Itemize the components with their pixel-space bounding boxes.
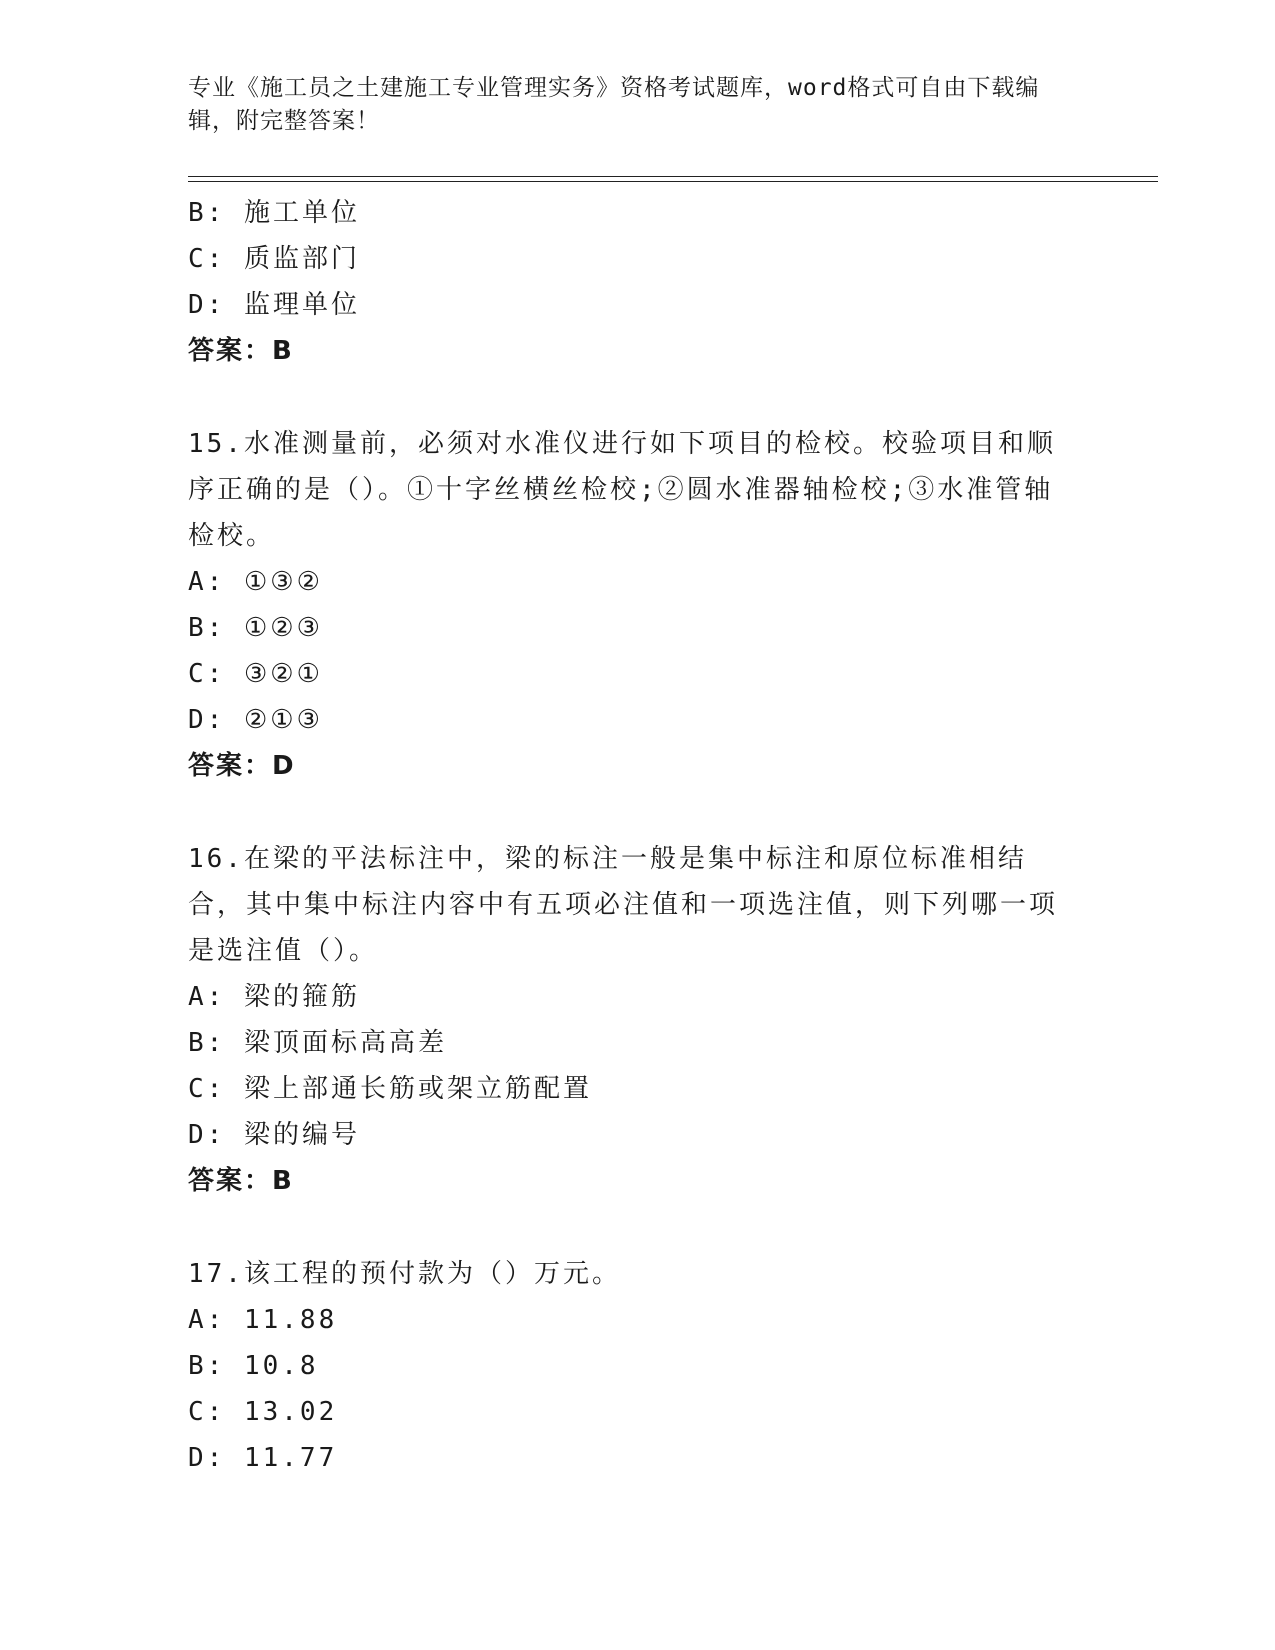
answer-line: 答案：B	[188, 336, 294, 366]
page-header: 专业《施工员之土建施工专业管理实务》资格考试题库，word格式可自由下载编辑，附完整答案！	[188, 75, 1040, 134]
option-a: A: 梁的箍筋	[188, 982, 360, 1012]
option-d: D: 梁的编号	[188, 1120, 360, 1150]
answer-line: 答案：D	[188, 751, 296, 781]
option-d: D: 监理单位	[188, 290, 360, 320]
question-text: 16.在梁的平法标注中，梁的标注一般是集中标注和原位标准相结合，其中集中标注内容中有五项必注值和一项选注值，则下列哪一项是选注值（）。	[188, 844, 1059, 966]
answer-line: 答案：B	[188, 1166, 294, 1196]
option-c: C: 13.02	[188, 1397, 338, 1427]
question-16	[188, 836, 1088, 1204]
question-15	[188, 421, 1088, 789]
option-b: B: ①②③	[188, 613, 323, 643]
option-a: A: 11.88	[188, 1305, 338, 1335]
option-d: D: 11.77	[188, 1443, 338, 1473]
option-a: A: ①③②	[188, 567, 323, 597]
question-17	[188, 1251, 1088, 1481]
option-c: C: 质监部门	[188, 244, 360, 274]
header-divider-top	[188, 176, 1158, 177]
option-b: B: 施工单位	[188, 198, 360, 228]
question-text: 17.该工程的预付款为（）万元。	[188, 1259, 621, 1289]
question-text: 15.水准测量前，必须对水准仪进行如下项目的检校。校验项目和顺序正确的是（）。①十字丝横丝检校;②圆水准器轴检校;③水准管轴检校。	[188, 429, 1056, 551]
header-divider-bottom	[188, 181, 1158, 182]
option-b: B: 10.8	[188, 1351, 319, 1381]
option-d: D: ②①③	[188, 705, 323, 735]
question-list	[188, 190, 1088, 1481]
option-c: C: ③②①	[188, 659, 323, 689]
option-b: B: 梁顶面标高高差	[188, 1028, 447, 1058]
question-14-tail	[188, 190, 1088, 374]
option-c: C: 梁上部通长筋或架立筋配置	[188, 1074, 592, 1104]
